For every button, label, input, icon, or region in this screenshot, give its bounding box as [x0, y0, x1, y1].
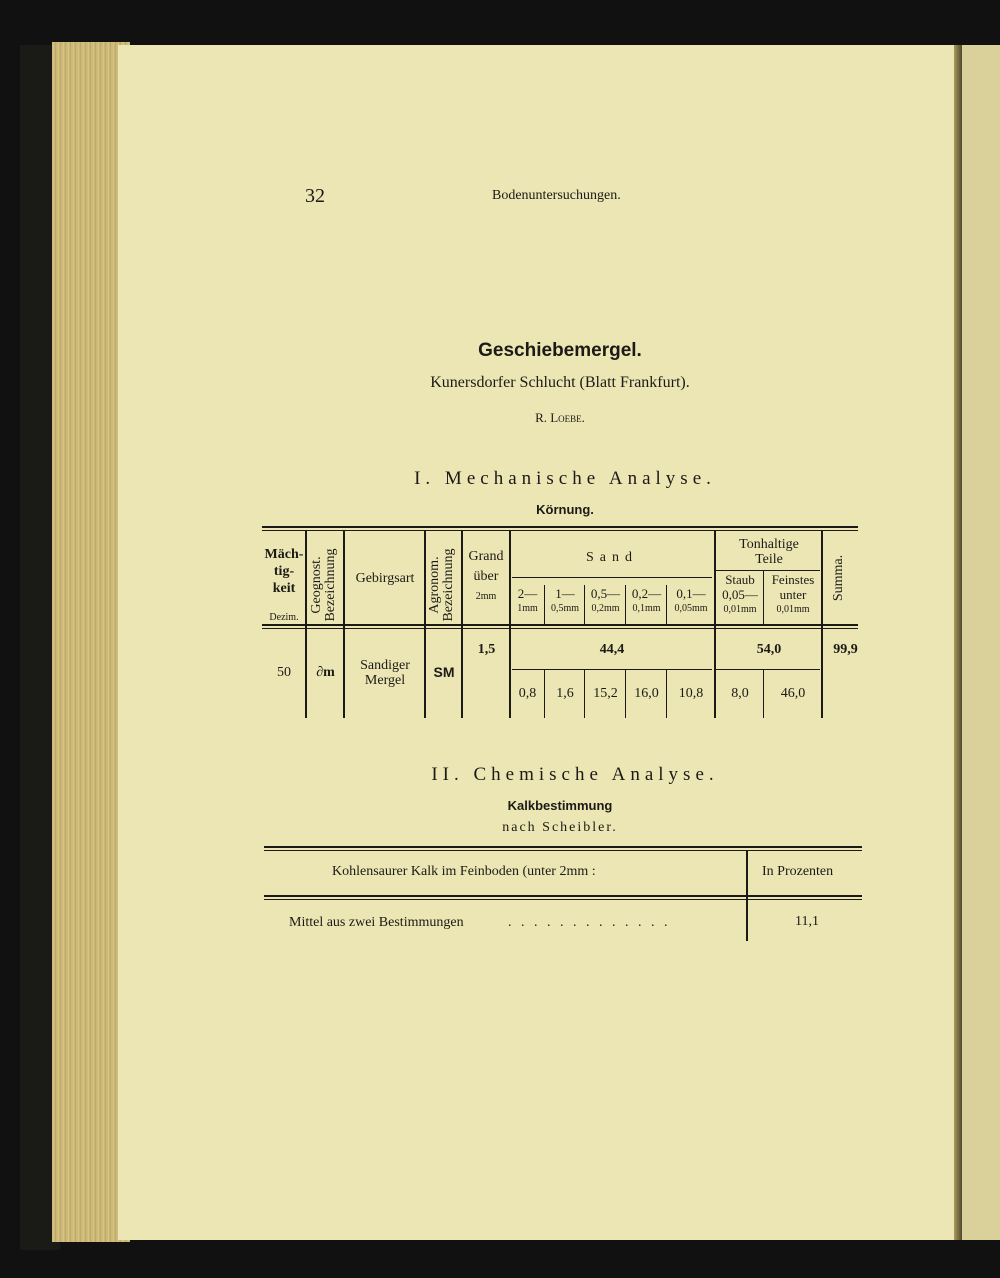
author-line: R. Loebe.	[535, 410, 585, 425]
row-label: Mittel aus zwei Bestimmungen	[289, 915, 464, 930]
tonhaltige-value-rule	[716, 669, 820, 670]
header-unit: Dezim.	[269, 612, 299, 623]
header-tonhaltige	[716, 537, 822, 567]
header-feinstes	[764, 572, 822, 617]
header-text: 0,01mm	[776, 604, 810, 615]
header-summa: Summa.	[831, 554, 846, 602]
header-text: Tonhaltige	[739, 537, 799, 552]
header-text: 2—	[517, 586, 538, 601]
cell-sand-total: 44,4	[599, 642, 625, 657]
cell-grand: 1,5	[477, 642, 496, 657]
row-dot-leader: . . . . . . . . . . . . .	[508, 915, 671, 930]
header-text: Teile	[755, 552, 783, 567]
col-divider	[746, 851, 748, 941]
header-sand-sub	[667, 586, 715, 616]
sand-value-rule	[512, 669, 712, 670]
tonhaltige-subrule	[716, 570, 820, 571]
header-text: 0,05mm	[674, 603, 708, 614]
table-rule-header	[264, 895, 862, 897]
header-text: unter	[779, 587, 807, 602]
header-text: 0,01mm	[723, 604, 757, 615]
sand-subrule	[512, 577, 712, 578]
table-rule-top	[264, 846, 862, 848]
cell-feinstes: 46,0	[780, 686, 806, 701]
header-text: Bezeichnung	[441, 548, 456, 622]
cell-maechtigkeit: 50	[277, 665, 291, 680]
header-text: 0,5—	[590, 586, 621, 601]
col-divider	[424, 530, 426, 718]
cell-text: Sandiger	[360, 658, 410, 673]
header-sand-sub	[510, 586, 545, 616]
table-rule-top	[262, 526, 858, 528]
cell-geognost: ∂m	[316, 665, 335, 680]
page-number: 32	[305, 185, 325, 207]
col-divider	[343, 530, 345, 718]
header-text: keit	[272, 581, 296, 596]
section2-subheading: Kalkbestimmung	[507, 798, 613, 813]
cell-sand-value: 16,0	[634, 686, 659, 701]
header-text: 2mm	[475, 591, 497, 602]
section2-heading: II. Chemische Analyse.	[431, 764, 719, 785]
cell-summa: 99,9	[833, 642, 858, 657]
header-text: tig-	[273, 564, 295, 579]
document-title: Geschiebemergel.	[478, 340, 642, 361]
header-kalk: Kohlensaurer Kalk im Feinboden (unter 2mm :	[332, 864, 596, 879]
header-text: Geognost.	[309, 556, 324, 614]
header-gebirgsart: Gebirgsart	[355, 571, 415, 586]
header-text: Feinstes	[771, 572, 815, 587]
cell-sand-value: 0,8	[518, 686, 537, 701]
header-prozenten: In Prozenten	[762, 864, 834, 879]
section2-method: nach Scheibler.	[502, 820, 618, 835]
cell-sand-value: 1,6	[556, 686, 574, 701]
header-text: 0,1—	[676, 586, 706, 601]
header-text: 0,5mm	[550, 603, 580, 614]
table-rule-header-thin	[264, 899, 862, 900]
header-text: Bezeichnung	[323, 548, 338, 622]
section1-heading: I. Mechanische Analyse.	[414, 468, 716, 489]
table-rule-top-thin	[262, 530, 858, 531]
section1-subheading: Körnung.	[536, 502, 594, 517]
header-text: über	[473, 569, 499, 584]
cell-gebirgsart	[345, 658, 425, 688]
cell-sand-value: 10,8	[678, 686, 704, 701]
location-line: Kunersdorfer Schlucht (Blatt Frankfurt).	[430, 374, 690, 391]
cell-text: Mergel	[364, 673, 406, 688]
cell-tonhaltige-total: 54,0	[756, 642, 782, 657]
table-rule-top-thin	[264, 850, 862, 851]
header-text: 0,1mm	[632, 603, 661, 614]
header-grand	[462, 547, 510, 607]
header-sand: Sand	[586, 550, 638, 565]
header-text: 0,2—	[631, 586, 662, 601]
header-maechtigkeit	[262, 546, 306, 597]
header-text: Staub	[725, 572, 755, 587]
header-geognost	[310, 540, 340, 630]
header-sand-sub	[585, 586, 626, 616]
header-text: 0,2mm	[591, 603, 620, 614]
table-rule-header-thin	[262, 628, 858, 629]
cell-staub: 8,0	[731, 686, 749, 701]
header-text: Agronom.	[427, 556, 442, 614]
cell-sand-value: 15,2	[593, 686, 618, 701]
header-text: Mäch-	[264, 547, 304, 562]
header-text: 1—	[555, 586, 575, 601]
cell-agronom: SM	[433, 664, 455, 680]
header-text: Grand	[468, 549, 504, 564]
header-sand-sub	[626, 586, 667, 616]
header-agronom	[428, 540, 458, 630]
header-text: 1mm	[517, 603, 538, 614]
facing-page-edge	[962, 45, 1000, 1240]
header-staub	[716, 572, 764, 617]
header-text: 0,05—	[722, 587, 758, 602]
row-value: 11,1	[795, 914, 819, 929]
header-sand-sub	[545, 586, 585, 616]
table-rule-header	[262, 624, 858, 626]
running-title: Bodenuntersuchungen.	[492, 188, 621, 203]
